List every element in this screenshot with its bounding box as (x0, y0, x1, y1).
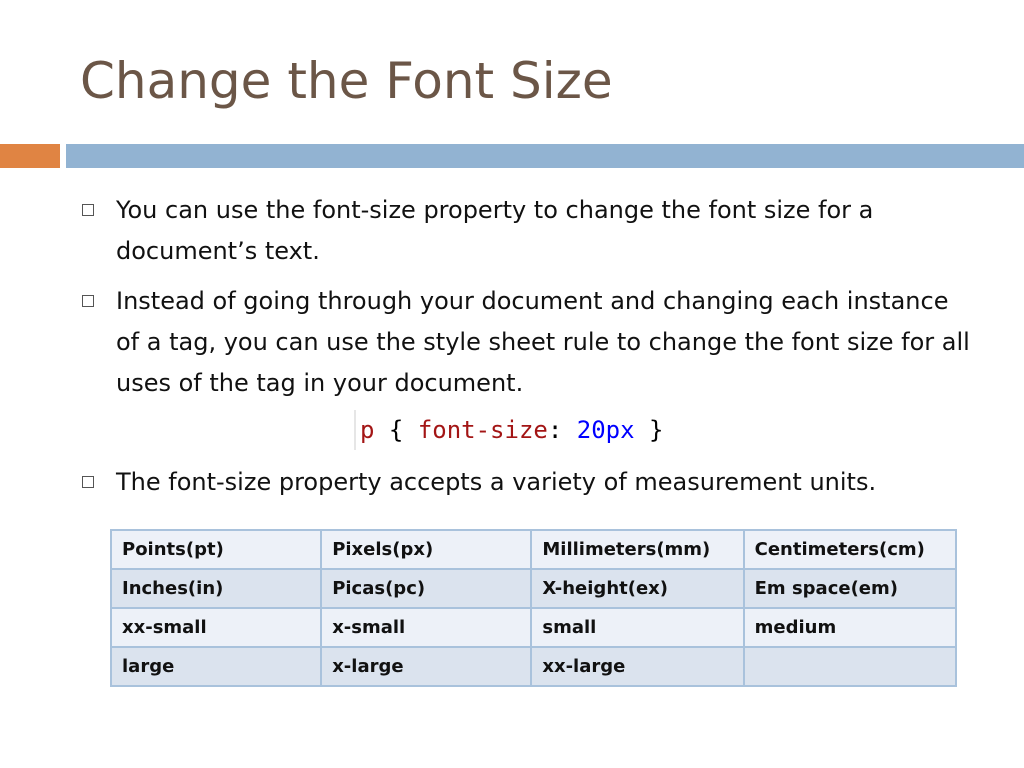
table-cell: x-large (321, 647, 531, 686)
bullet-text: The font-size property accepts a variety of measurement units. (116, 468, 877, 496)
bullet-item-2 (82, 281, 982, 404)
table-cell: Centimeters(cm) (744, 530, 956, 569)
table-cell: small (531, 608, 743, 647)
table-row (111, 569, 956, 608)
table-cell: xx-small (111, 608, 321, 647)
accent-bar-orange (0, 144, 60, 168)
bullet-text: You can use the font-size property to change the font size for a document’s text. (116, 196, 874, 265)
bullet-item-1 (82, 190, 982, 272)
table-cell: medium (744, 608, 956, 647)
bullet-list (82, 190, 982, 413)
table-cell: Millimeters(mm) (531, 530, 743, 569)
slide-title: Change the Font Size (80, 52, 613, 110)
table-row (111, 647, 956, 686)
table-cell (744, 647, 956, 686)
table-cell: Points(pt) (111, 530, 321, 569)
square-bullet-icon (82, 476, 94, 488)
table-cell: Picas(pc) (321, 569, 531, 608)
bullet-text: Instead of going through your document and changing each instance of a tag, you can use the style sheet rule to change the font size for all uses of the tag in your document. (116, 287, 970, 397)
table-cell: large (111, 647, 321, 686)
table-row (111, 608, 956, 647)
table-cell: X-height(ex) (531, 569, 743, 608)
table-cell: Inches(in) (111, 569, 321, 608)
table-cell: xx-large (531, 647, 743, 686)
bullet-item-3 (82, 462, 1016, 503)
code-property: font-size (417, 416, 548, 444)
code-selector: p (360, 416, 375, 444)
table-cell: x-small (321, 608, 531, 647)
table-row (111, 530, 956, 569)
code-snippet (354, 410, 663, 450)
code-close-brace: } (634, 416, 664, 444)
square-bullet-icon (82, 204, 94, 216)
square-bullet-icon (82, 295, 94, 307)
code-colon: : (547, 416, 577, 444)
accent-bar-blue (66, 144, 1024, 168)
table-cell: Pixels(px) (321, 530, 531, 569)
code-value: 20px (576, 416, 635, 444)
code-open-brace: { (374, 416, 418, 444)
table-cell: Em space(em) (744, 569, 956, 608)
units-table (110, 529, 957, 687)
